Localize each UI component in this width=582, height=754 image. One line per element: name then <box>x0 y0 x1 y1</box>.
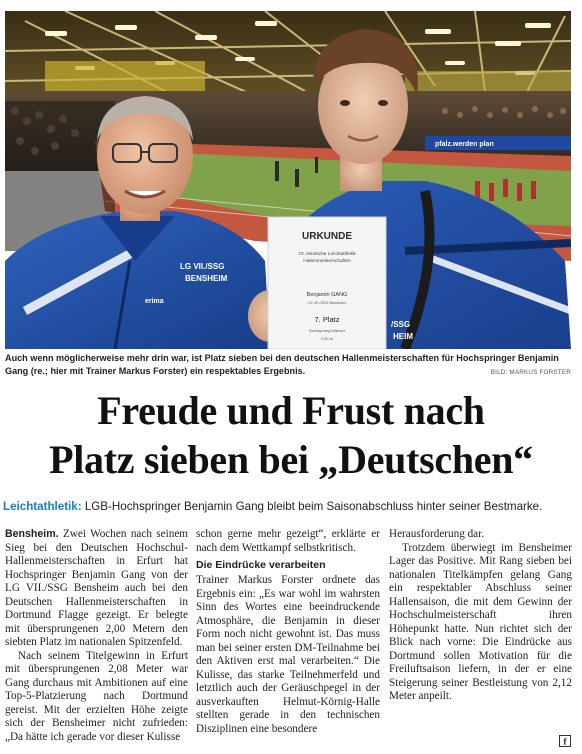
svg-text:Hallenmeisterschaften: Hallenmeisterschaften <box>303 259 351 264</box>
article-photo <box>5 11 571 349</box>
article-dateline: Bensheim. <box>5 528 59 540</box>
article-subhead <box>3 499 579 514</box>
article-paragraph-2 <box>5 650 188 745</box>
end-of-article-icon <box>559 735 571 747</box>
article-headline <box>0 386 582 484</box>
athlete-jacket-text: /SSG <box>391 320 411 329</box>
article-paragraph-2-continued: schon gerne mehr gezeigt“, erklärte er nach dem Wettkampf selbstkritisch. <box>196 528 380 554</box>
svg-text:Hochsprung Männer: Hochsprung Männer <box>308 328 346 333</box>
article-paragraph-4: Trotzdem überwiegt im Bensheimer Lager das Positive. Mit Rang sieben bei nationalen Titelkämpfen gelang Gang ein respektabler Abschluss seiner Hallensaison, die mit dem Gewinn der Hochschulmeisterschaft ihren Höhepunkt hatte. Nun richtet sich der Blick nach vorne: Die Eindrücke aus Dortmund sollen Motivation für die Freiluftsaison liefern, in der er eine Steigerung seiner Bestleistung von 2,12 Meter anpeilt. <box>389 541 572 702</box>
svg-text:2,00 m: 2,00 m <box>320 336 334 341</box>
athlete-jacket-text-2: HEIM <box>393 332 413 341</box>
arena-banner-text: pfalz.werden plan <box>435 141 494 148</box>
jacket-city-text: BENSHEIM <box>185 274 228 283</box>
article-column-1 <box>5 528 188 744</box>
svg-text:f: f <box>563 736 567 747</box>
subhead-text: LGB-Hochspringer Benjamin Gang bleibt beim Saisonabschluss hinter seiner Bestmarke. <box>81 500 543 513</box>
paragraph-2-text: Nach seinem Titelgewinn in Erfurt mit übersprungenen 2,08 Meter war Gang durchaus mit Ambitionen auf eine Top-5-Platzierung nach Dortmund gereist. Mit der erzielten Höhe zeigte sich der Bensheimer nicht zufrieden: „Da hätte ich gerade vor dieser Kulisse <box>5 649 188 743</box>
certificate-title: URKUNDE <box>302 231 352 242</box>
jacket-brand-text: erima <box>145 298 164 305</box>
svg-text:7. Platz: 7. Platz <box>314 315 340 324</box>
article-paragraph-1 <box>5 528 188 650</box>
subhead-kicker: Leichtathletik: <box>3 500 82 513</box>
article-column-2 <box>196 528 380 736</box>
article-column-3 <box>389 528 572 704</box>
paragraph-1-text: Zwei Wochen nach seinem Sieg bei den Deutschen Hochschul-Hallenmeisterschaften in Erfurt hat Hochspringer Benjamin Gang von der LG VII./SSG Bensheim auch bei den Deutschen Hallenmeisterschaften in Dortmund Flagge gezeigt. Er belegte mit übersprungenen 2,00 Metern den siebten Platz im nationalen Spitzenfeld. <box>5 528 188 648</box>
jacket-club-text: LG VII./SSG <box>180 262 225 271</box>
article-paragraph-3-continued: Herausforderung dar. <box>389 528 485 540</box>
photo-caption: Auch wenn möglicherweise mehr drin war, ist Platz sieben bei den deutschen Hallenmeisterschaften für Hochspringer Benjamin Gang (re.; hier mit Trainer Markus Forster) ein respektables Ergebnis. <box>5 353 559 376</box>
headline-line-2: Platz sieben bei „Deutschen“ <box>49 437 533 482</box>
svg-text:Benjamin GANG: Benjamin GANG <box>306 292 348 298</box>
svg-text:73. Deutsche Leichtathletik: 73. Deutsche Leichtathletik <box>298 252 356 257</box>
article-subheading: Die Eindrücke verarbeiten <box>196 559 326 571</box>
svg-text:LG VII./SSG Bensheim: LG VII./SSG Bensheim <box>307 301 347 305</box>
article-paragraph-3: Trainer Markus Forster ordnete das Ergebnis ein: „Es war wohl im wahrsten Sinn des Wortes eine beeindruckende Atmosphäre, die Benjamin in dieser Form noch nicht gewohnt ist. Das muss man bei seiner ersten DM-Teilnahme bei den Aktiven erst mal verarbeiten.“ Die Kulisse, das starke Teilnehmerfeld und letztlich auch der Geräuschpegel in der ausverkauften Helmut-Körnig-Halle stellten gerade in den technischen Disziplinen eine besondere <box>196 574 380 735</box>
headline-line-1: Freude und Frust nach <box>97 388 485 433</box>
certificate-image <box>268 217 386 349</box>
photo-credit: BILD: MARKUS FORSTER <box>490 369 571 376</box>
